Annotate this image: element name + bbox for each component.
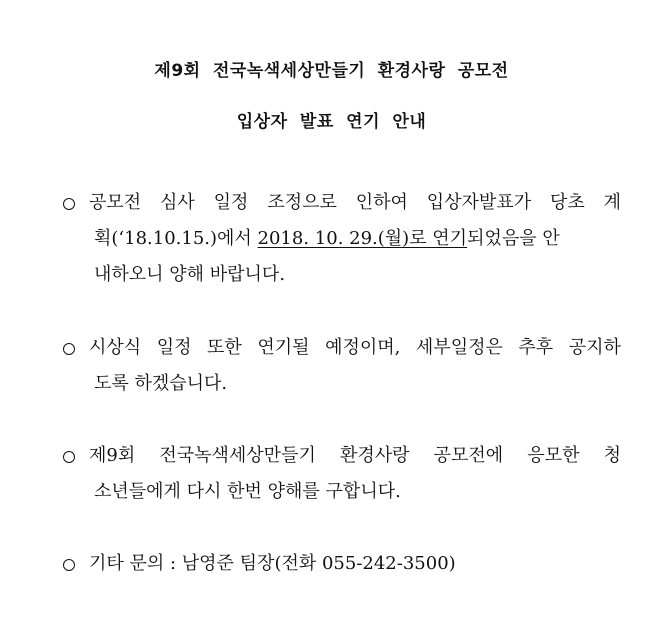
contact-info-line: 기타 문의 : 남영준 팀장(전화 055-242-3500) bbox=[89, 553, 456, 574]
word: 예정이며, bbox=[325, 337, 401, 358]
title-line-1: 제9회 전국녹색세상만들기 환경사랑 공모전 bbox=[154, 61, 509, 81]
word: 세부일정은 bbox=[415, 337, 503, 358]
word: 일정 bbox=[213, 192, 249, 213]
word: 청 bbox=[603, 445, 621, 466]
circle-bullet-icon bbox=[63, 343, 75, 355]
word: 공모전에 bbox=[433, 445, 504, 466]
text-after-date: 되었음을 안 bbox=[467, 228, 560, 249]
word: 연기될 bbox=[257, 337, 310, 358]
item-3-line-2: 소년들에게 다시 한번 양해를 구합니다. bbox=[94, 481, 401, 502]
word: 입상자발표가 bbox=[426, 192, 532, 213]
word: 당초 bbox=[549, 192, 585, 213]
word: 심사 bbox=[160, 192, 195, 213]
word: 일정 bbox=[156, 337, 192, 358]
word: 제9회 bbox=[89, 445, 136, 466]
circle-bullet-icon bbox=[63, 559, 75, 571]
word: 전국녹색세상만들기 bbox=[159, 445, 316, 466]
circle-bullet-icon bbox=[63, 451, 75, 463]
item-2-line-1 bbox=[89, 333, 621, 363]
word: 또한 bbox=[207, 337, 242, 358]
word: 계 bbox=[603, 192, 621, 213]
item-1-line-3: 내하오니 양해 바랍니다. bbox=[94, 264, 286, 285]
word: 추후 bbox=[518, 337, 554, 358]
word: 환경사랑 bbox=[339, 445, 410, 466]
word: 인하여 bbox=[355, 192, 408, 213]
item-2-line-2: 도록 하겠습니다. bbox=[94, 373, 228, 394]
title-line-2: 입상자 발표 연기 안내 bbox=[236, 112, 427, 132]
text-before-date: 획(‘18.10.15.)에서 bbox=[94, 228, 258, 249]
item-1-line-1 bbox=[89, 188, 621, 218]
item-3-line-1 bbox=[89, 441, 621, 471]
circle-bullet-icon bbox=[63, 198, 75, 210]
item-1-line-2 bbox=[94, 224, 560, 254]
postponed-date-text: 2018. 10. 29.(월)로 연기 bbox=[257, 228, 468, 249]
word: 공지하 bbox=[568, 337, 621, 358]
word: 시상식 bbox=[89, 337, 142, 358]
word: 조정으로 bbox=[267, 192, 337, 213]
word: 응모한 bbox=[527, 445, 580, 466]
word: 공모전 bbox=[89, 192, 142, 213]
